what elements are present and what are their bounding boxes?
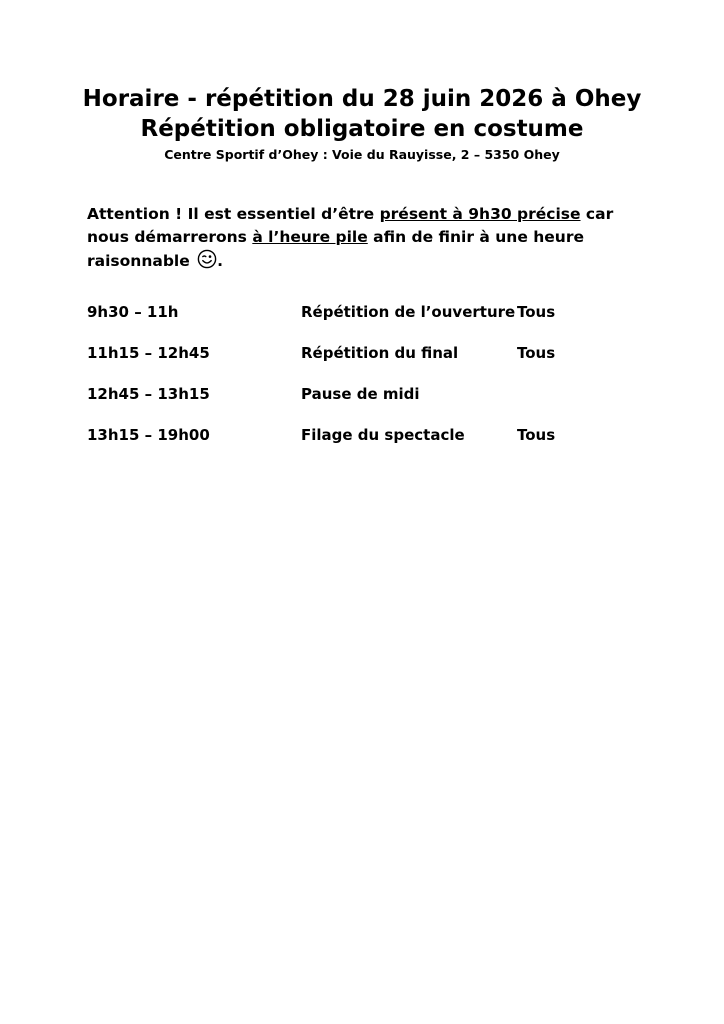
attention-notice [87,203,627,273]
page-subtitle: Répétition obligatoire en costume [140,116,584,142]
schedule-row [87,303,647,344]
notice-text: raisonnable [87,252,196,270]
schedule-participants: Tous [517,303,556,321]
schedule-time: 12h45 – 13h15 [87,385,210,403]
notice-line-1 [87,203,627,226]
schedule-table [87,303,647,467]
schedule-row [87,344,647,385]
notice-emphasis-time: présent à 9h30 précise [379,205,581,223]
notice-text: afin de finir à une heure [367,228,584,246]
schedule-participants: Tous [517,344,556,362]
page-title: Horaire - répétition du 28 juin 2026 à Ohey [82,86,642,112]
notice-text: car [580,205,614,223]
winking-face-icon [197,249,217,269]
schedule-activity: Filage du spectacle [301,426,465,444]
notice-text: . [217,252,224,270]
schedule-activity: Répétition de l’ouverture [301,303,516,321]
winking-face-icon-graphic [197,249,217,269]
notice-emphasis-punctual: à l’heure pile [252,228,368,246]
schedule-activity: Pause de midi [301,385,420,403]
schedule-row [87,426,647,467]
schedule-row [87,385,647,426]
schedule-time: 11h15 – 12h45 [87,344,210,362]
schedule-time: 9h30 – 11h [87,303,179,321]
schedule-activity: Répétition du final [301,344,459,362]
notice-text: Attention ! Il est essentiel d’être [87,205,380,223]
schedule-participants: Tous [517,426,556,444]
notice-line-2 [87,226,627,249]
venue-address: Centre Sportif d’Ohey : Voie du Rauyisse, 2 – 5350 Ohey [164,147,560,162]
notice-text: nous démarrerons [87,228,253,246]
schedule-time: 13h15 – 19h00 [87,426,210,444]
notice-line-3 [87,249,627,273]
